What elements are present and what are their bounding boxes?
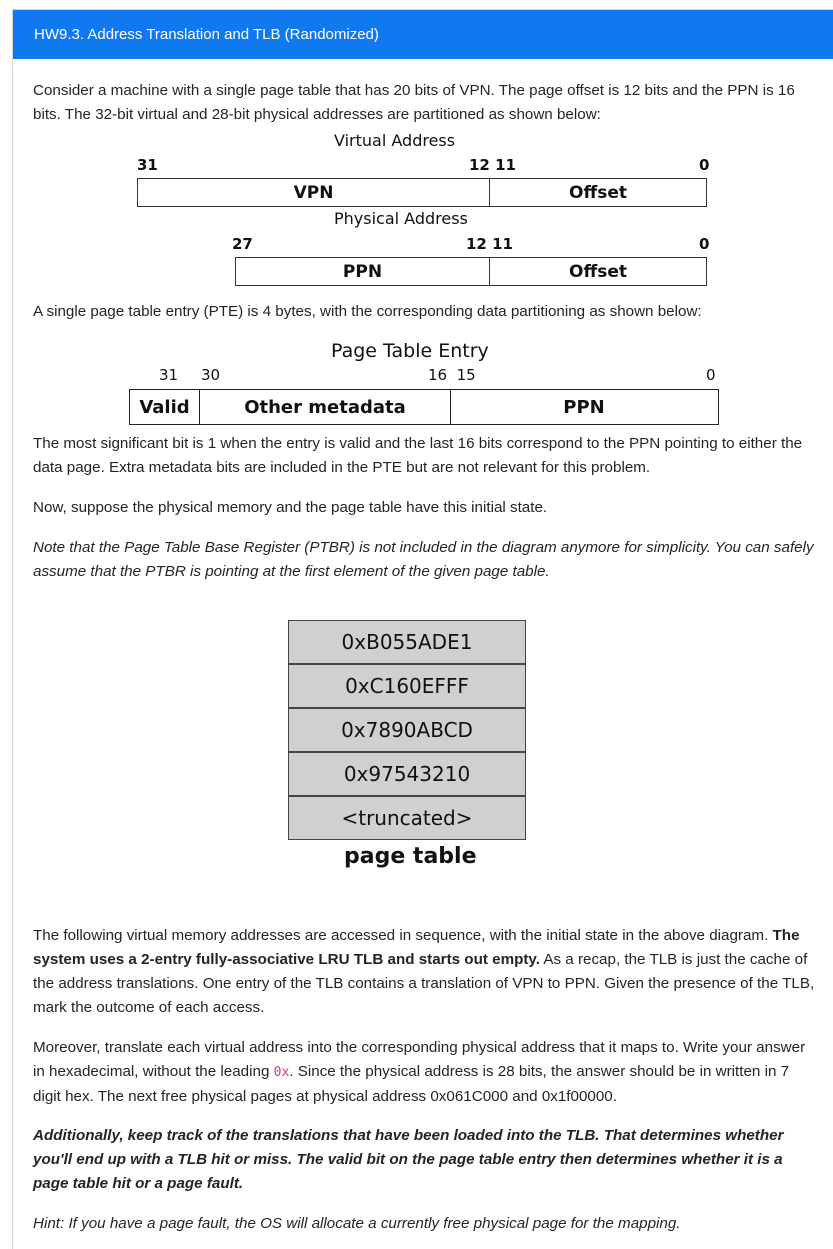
additionally-paragraph: Additionally, keep track of the translations that have been loaded into the TLB. That determines whether you'll end up with a TLB hit or miss. The valid bit on the page table entry then determines whether it is a page table hit or a page fault. xyxy=(33,1127,784,1192)
pa-offset-field: Offset xyxy=(569,261,627,282)
pte-title: Page Table Entry xyxy=(331,340,489,362)
va-vpn-field: VPN xyxy=(138,179,490,206)
initial-state-paragraph: Now, suppose the physical memory and the page table have this initial state. xyxy=(33,499,548,516)
translate-paragraph xyxy=(33,1036,818,1109)
page-table-caption: page table xyxy=(344,844,477,869)
question-title: HW9.3. Address Translation and TLB (Randomized) xyxy=(13,10,833,59)
page-table-entry: 0xC160EFFF xyxy=(288,664,526,708)
page-table-entry: 0x7890ABCD xyxy=(288,708,526,752)
msb-paragraph: The most significant bit is 1 when the entry is valid and the last 16 bits correspond to the PPN pointing to either the data page. Extra metadata bits are included in the PTE but are not relevant for this problem. xyxy=(33,435,803,476)
page-table-entry: <truncated> xyxy=(288,796,526,840)
sequence-text-bold: The system uses a 2-entry fully-associative LRU TLB and starts out empty. xyxy=(33,927,800,968)
physical-address-title: Physical Address xyxy=(334,209,468,228)
sequence-paragraph xyxy=(33,924,818,1020)
va-bit-12-11: 12 11 xyxy=(469,156,516,174)
translate-text-b: . Since the physical address is 28 bits, the answer should be in written in 7 digit hex. The next free physical pages at physical address 0x061C000 and 0x1f00000. xyxy=(33,1063,790,1105)
sequence-text-a: The following virtual memory addresses are accessed in sequence, with the initial state in the above diagram. xyxy=(33,927,773,944)
pa-bit-27: 27 xyxy=(232,235,253,253)
pte-box xyxy=(129,389,719,425)
va-offset-field: Offset xyxy=(569,182,627,203)
pte-ppn-field: PPN xyxy=(563,396,605,418)
pte-intro-paragraph: A single page table entry (PTE) is 4 bytes, with the corresponding data partitioning as shown below: xyxy=(33,303,702,320)
pte-valid-field: Valid xyxy=(130,390,200,424)
va-bit-0: 0 xyxy=(699,156,710,174)
page-table-entry: 0xB055ADE1 xyxy=(288,620,526,664)
hex-prefix-code: 0x xyxy=(273,1065,290,1080)
pa-box xyxy=(235,257,707,286)
page-table-entry: 0x97543210 xyxy=(288,752,526,796)
pte-metadata-field: Other metadata xyxy=(200,390,451,424)
pte-bit-31: 31 xyxy=(159,366,179,384)
translate-text-a: Moreover, translate each virtual address into the corresponding physical address that it maps to. Write your answer in hexadecimal, without the leading xyxy=(33,1039,806,1080)
pa-ppn-field: PPN xyxy=(236,258,490,285)
ptbr-note: Note that the Page Table Base Register (PTBR) is not included in the diagram anymore for simplicity. You can safely assume that the PTBR is pointing at the first element of the given page table. xyxy=(33,539,814,580)
pte-bit-0: 0 xyxy=(706,366,716,384)
va-bit-31: 31 xyxy=(137,156,158,174)
pa-bit-12-11: 12 11 xyxy=(466,235,513,253)
intro-paragraph: Consider a machine with a single page table that has 20 bits of VPN. The page offset is 12 bits and the PPN is 16 bits. The 32-bit virtual and 28-bit physical addresses are partitioned as shown below: xyxy=(33,82,795,123)
pte-bit-16-15: 16 15 xyxy=(428,366,476,384)
sequence-text-b: As a recap, the TLB is just the cache of the address translations. One entry of the TLB contains a translation of VPN to PPN. Given the presence of the TLB, mark the outcome of each access. xyxy=(33,951,815,1016)
va-box xyxy=(137,178,707,207)
pa-bit-0: 0 xyxy=(699,235,710,253)
hint-paragraph: Hint: If you have a page fault, the OS will allocate a currently free physical page for the mapping. xyxy=(33,1215,681,1232)
pte-bit-30: 30 xyxy=(201,366,221,384)
virtual-address-title: Virtual Address xyxy=(334,131,456,150)
